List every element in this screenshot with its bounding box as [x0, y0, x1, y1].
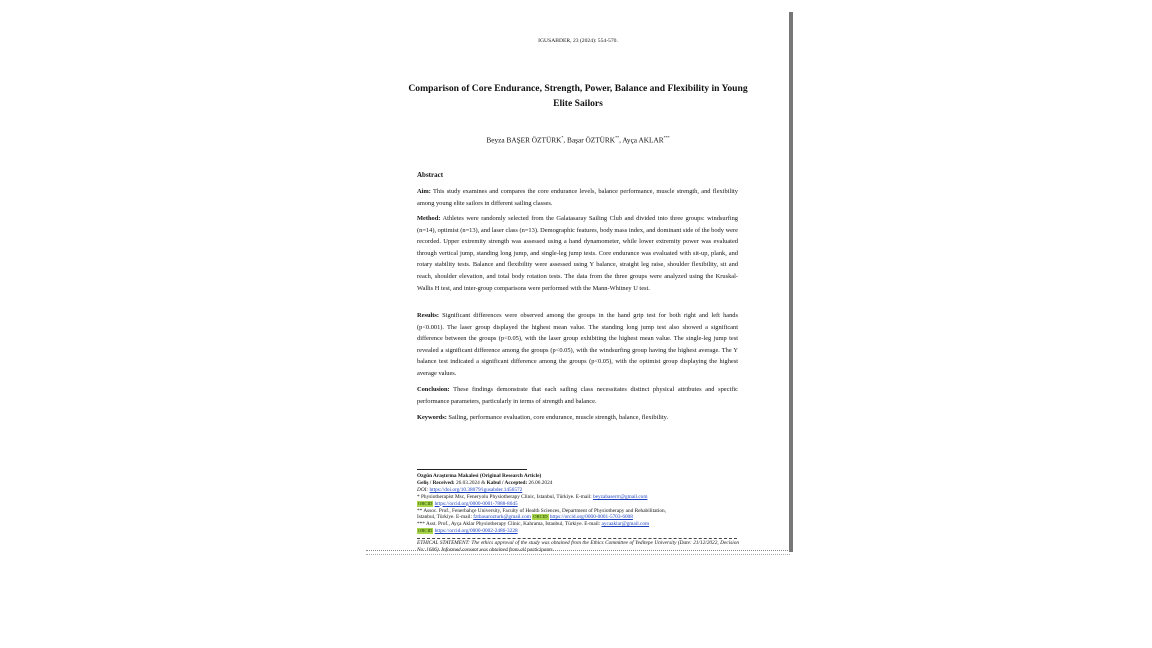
footnote-3	[417, 521, 747, 528]
received-label: Geliş / Received:	[417, 479, 455, 486]
abstract-results	[417, 310, 738, 380]
method-text: Athletes were randomly selected from the Galatasaray Sailing Club and divided into three groups: windsurfing (n=14), optimist (n=13), and laser class (n=13). Demographic features, body mass index, and dominant side of the body were recorded. Upper extremity strength was assessed using a hand dynamometer, while lower extremity power was evaluated through vertical jump, standing long jump, and single-leg jump tests. Core endurance was evaluated with sit-up, plank, and rotary stability tests. Balance and flexibility were assessed using Y balance, straight leg raise, shoulder flexibility, sit and reach, shoulder elevation, and total body rotation tests. The data from the three groups were analyzed using the Kruskal-Wallis H test, and inter-group comparisons were performed with the Mann-Whitney U test.	[417, 215, 738, 292]
footnote-3-orcid-link[interactable]: https://orcid.org/0000-0002-2486-3228	[434, 528, 518, 535]
author-2: , Başar ÖZTÜRK	[563, 135, 616, 145]
footnote-1-orcid-link[interactable]: https://orcid.org/0000-0001-7888-8045	[434, 500, 518, 507]
article-type: Özgün Araştırma Makalesi (Original Research Article)	[417, 473, 542, 479]
footnote-2-cont	[417, 514, 747, 521]
document-page	[366, 12, 790, 552]
author-1: Beyza BAŞER ÖZTÜRK	[486, 135, 562, 145]
received-date: 26.03.2024 &	[454, 479, 487, 486]
author-list	[366, 135, 790, 144]
author-1-marker: *	[561, 135, 564, 140]
footnote-1-orcid-line	[417, 501, 747, 508]
results-text: Significant differences were observed among the groups in the hand grip test for both right and left hands (p<0.001). The laser group displayed the highest mean value. The standing long jump test also showed a significant difference between the groups (p<0.05), with the laser group exhibiting the highest mean value. The single-leg jump test revealed a significant difference among the groups (p<0.05), with the windsurfing group having the highest average. The Y balance test indicated a significant difference among the groups (p<0.05), with the optimist group displaying the highest average values.	[417, 312, 738, 377]
method-label: Method:	[417, 215, 441, 222]
author-3: , Ayça AKLAR	[619, 135, 664, 145]
footnote-3-text: *** Asst. Prof., Ayça Aklar Physiotherapy Clinic, Kahrama, İstanbul, Türkiye. E-mail:	[417, 521, 602, 528]
abstract-conclusion	[417, 384, 738, 407]
footnote-1-text: * Physiotherapist Msc, Feneryolu Physiotherapy Clinic, İstanbul, Türkiye. E-mail:	[417, 493, 594, 500]
abstract-aim	[417, 186, 738, 209]
doi-line	[417, 487, 747, 494]
page-bottom-edge	[366, 550, 790, 555]
keywords-text: Sailing, performance evaluation, core endurance, muscle strength, balance, flexibility.	[446, 414, 669, 421]
footnote-1	[417, 494, 747, 501]
keywords-label: Keywords:	[417, 414, 447, 421]
aim-label: Aim:	[417, 188, 431, 195]
author-3-marker: ***	[663, 135, 670, 140]
footnote-2-email[interactable]: fztbasarozturk@gmail.com	[473, 514, 531, 521]
abstract-method	[417, 213, 738, 294]
ethical-label: ETHICAL STATEMENT:	[417, 540, 470, 546]
results-label: Results:	[417, 312, 440, 319]
accepted-label: Kabul / Accepted:	[486, 479, 528, 486]
abstract-keywords	[417, 412, 738, 424]
article-dates	[417, 480, 747, 487]
conclusion-text: These findings demonstrate that each sailing class necessitates distinct physical attributes and specific performance parameters, particularly in terms of strength and balance.	[417, 386, 738, 405]
orcid-icon: ORCID	[418, 500, 433, 506]
doi-link[interactable]: https://doi.org/10.38079/igusabder.1456572	[429, 486, 523, 493]
journal-reference: IGUSABDER, 23 (2024): 554-570.	[538, 38, 618, 44]
orcid-icon: ORCID	[418, 528, 433, 534]
footnote-2: ** Assoc. Prof., Fenerbahçe University, Faculty of Health Sciences, Department of Physiotherapy and Rehabilitation,	[417, 507, 666, 514]
ethical-text: The ethics approval of the study was obtained from the Ethics Committee of Yeditepe University (Date: 21/12/2022, Decision No: 1606). Informed consent was obtained from all participants.	[417, 540, 739, 552]
page-shadow-edge	[789, 12, 793, 552]
accepted-date: 26.06.2024	[527, 479, 553, 486]
conclusion-label: Conclusion:	[417, 386, 450, 393]
orcid-icon: ORCID	[533, 514, 548, 520]
footnote-1-email[interactable]: beyzabaserrr@gmail.com	[593, 493, 648, 500]
doi-label: DOI:	[417, 486, 429, 493]
footnote-2-text: İstanbul, Türkiye. E-mail:	[417, 514, 474, 521]
aim-text: This study examines and compares the core endurance levels, balance performance, muscle strength, and flexibility among young elite sailors in different sailing classes.	[417, 188, 738, 207]
article-title: Comparison of Core Endurance, Strength, Power, Balance and Flexibility in Young Elite Sailors	[408, 83, 748, 109]
abstract-heading: Abstract	[417, 171, 444, 179]
footnote-3-email[interactable]: aycaaklar@gmail.com	[601, 521, 650, 528]
footnote-2-orcid-link[interactable]: https://orcid.org/0000-0001-5703-6008	[549, 514, 633, 521]
footnote-3-orcid-line	[417, 528, 747, 535]
footnote-rule	[417, 469, 527, 470]
author-2-marker: **	[615, 135, 620, 140]
footnotes	[417, 473, 747, 535]
ethical-separator	[417, 538, 737, 539]
